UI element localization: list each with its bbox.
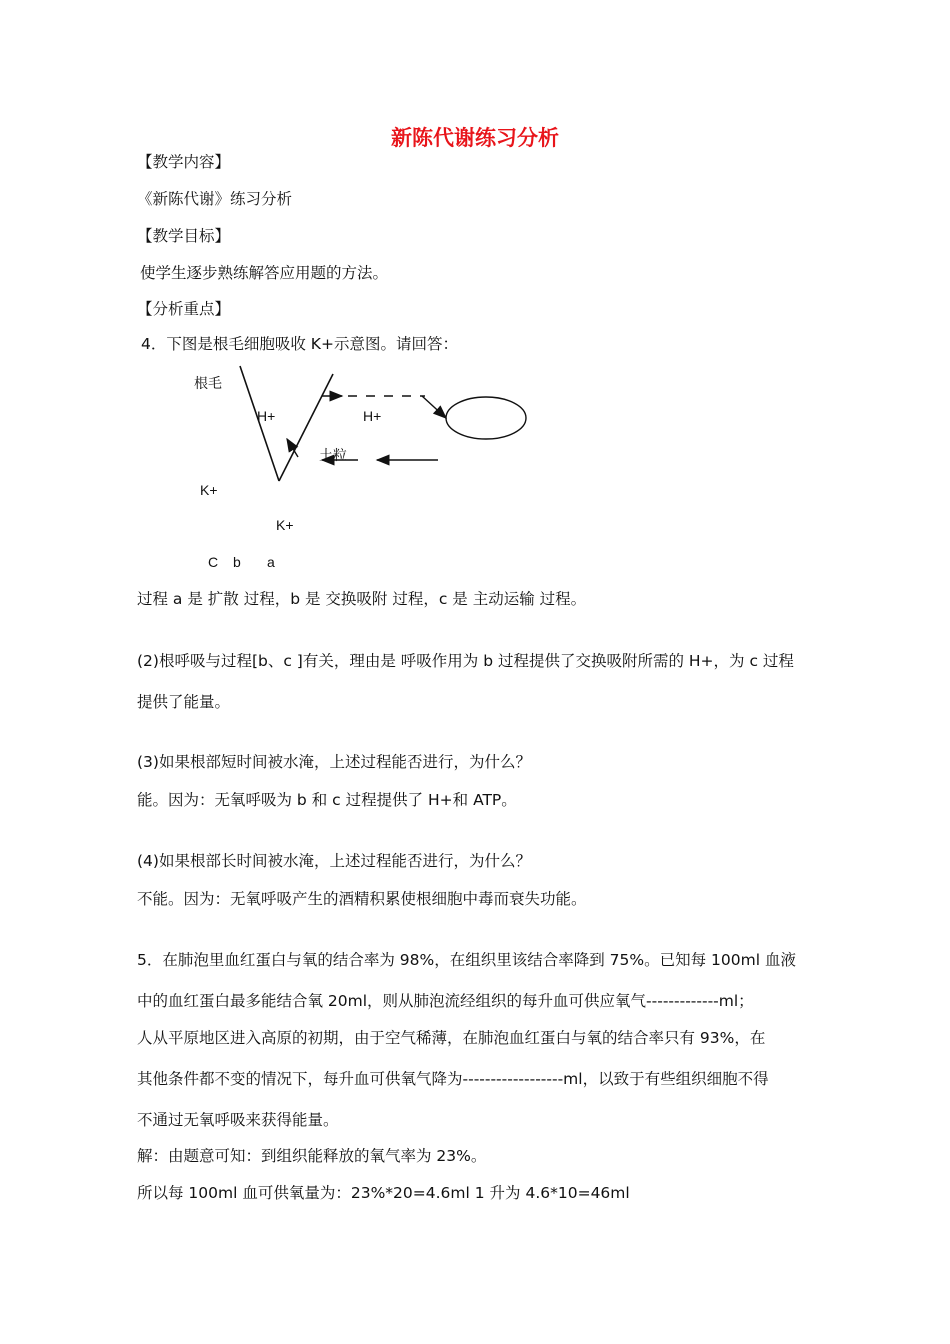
analysis-focus-heading: 【分析重点】	[137, 300, 231, 318]
diagram-drawing	[180, 360, 560, 580]
answer-4: 不能。因为：无氧呼吸产生的酒精积累使根细胞中毒而衰失功能。	[137, 890, 587, 908]
label-h-plus-1: H+	[257, 408, 276, 424]
label-k-plus-1: K+	[200, 482, 218, 498]
label-process-a: a	[267, 554, 275, 570]
teaching-content-text: 《新陈代谢》练习分析	[137, 190, 293, 208]
question-4-stem: 4．下图是根毛细胞吸收 K+示意图。请回答：	[141, 335, 458, 353]
label-process-c: C	[208, 554, 219, 570]
solution-line-2: 所以每 100ml 血可供氧量为：23%*20=4.6ml 1 升为 4.6*10=46ml	[137, 1184, 630, 1202]
label-h-plus-2: H+	[363, 408, 382, 424]
question-4-3: (3)如果根部短时间被水淹，上述过程能否进行，为什么？	[137, 753, 531, 771]
question-5-line-3: 人从平原地区进入高原的初期，由于空气稀薄，在肺泡血红蛋白与氧的结合率只有 93%，在	[137, 1029, 766, 1047]
question-5-line-2: 中的血红蛋白最多能结合氧 20ml，则从肺泡流经组织的每升血可供应氧气-------------ml；	[137, 992, 754, 1010]
answer-2-line-2: 提供了能量。	[137, 693, 231, 711]
answer-2-line-1: (2)根呼吸与过程[b、c ]有关，理由是 呼吸作用为 b 过程提供了交换吸附所需的 H+，为 c 过程	[137, 652, 794, 670]
label-root-hair: 根毛	[194, 376, 222, 392]
answer-3: 能。因为：无氧呼吸为 b 和 c 过程提供了 H+和 ATP。	[137, 791, 517, 809]
teaching-goal-heading: 【教学目标】	[137, 227, 231, 245]
answer-1: 过程 a 是 扩散 过程，b 是 交换吸附 过程，c 是 主动运输 过程。	[137, 590, 587, 608]
arrow-to-soil-particle	[422, 396, 446, 418]
label-k-plus-2: K+	[276, 517, 294, 533]
question-5-line-5: 不通过无氧呼吸来获得能量。	[137, 1111, 339, 1129]
soil-particle-ellipse	[446, 397, 526, 439]
question-4-4: (4)如果根部长时间被水淹，上述过程能否进行，为什么？	[137, 852, 531, 870]
label-soil-particle: 土粒	[319, 448, 347, 464]
solution-line-1: 解：由题意可知：到组织能释放的氧气率为 23%。	[137, 1147, 487, 1165]
page-title: 新陈代谢练习分析	[391, 126, 559, 150]
question-5-line-4: 其他条件都不变的情况下，每升血可供氧气降为------------------ml，以致于有些组织细胞不得	[137, 1070, 769, 1088]
teaching-goal-text: 使学生逐步熟练解答应用题的方法。	[140, 264, 389, 282]
teaching-content-heading: 【教学内容】	[137, 153, 231, 171]
question-5-line-1: 5．在肺泡里血红蛋白与氧的结合率为 98%，在组织里该结合率降到 75%。已知每 100ml 血液	[137, 951, 796, 969]
label-process-b: b	[233, 554, 241, 570]
